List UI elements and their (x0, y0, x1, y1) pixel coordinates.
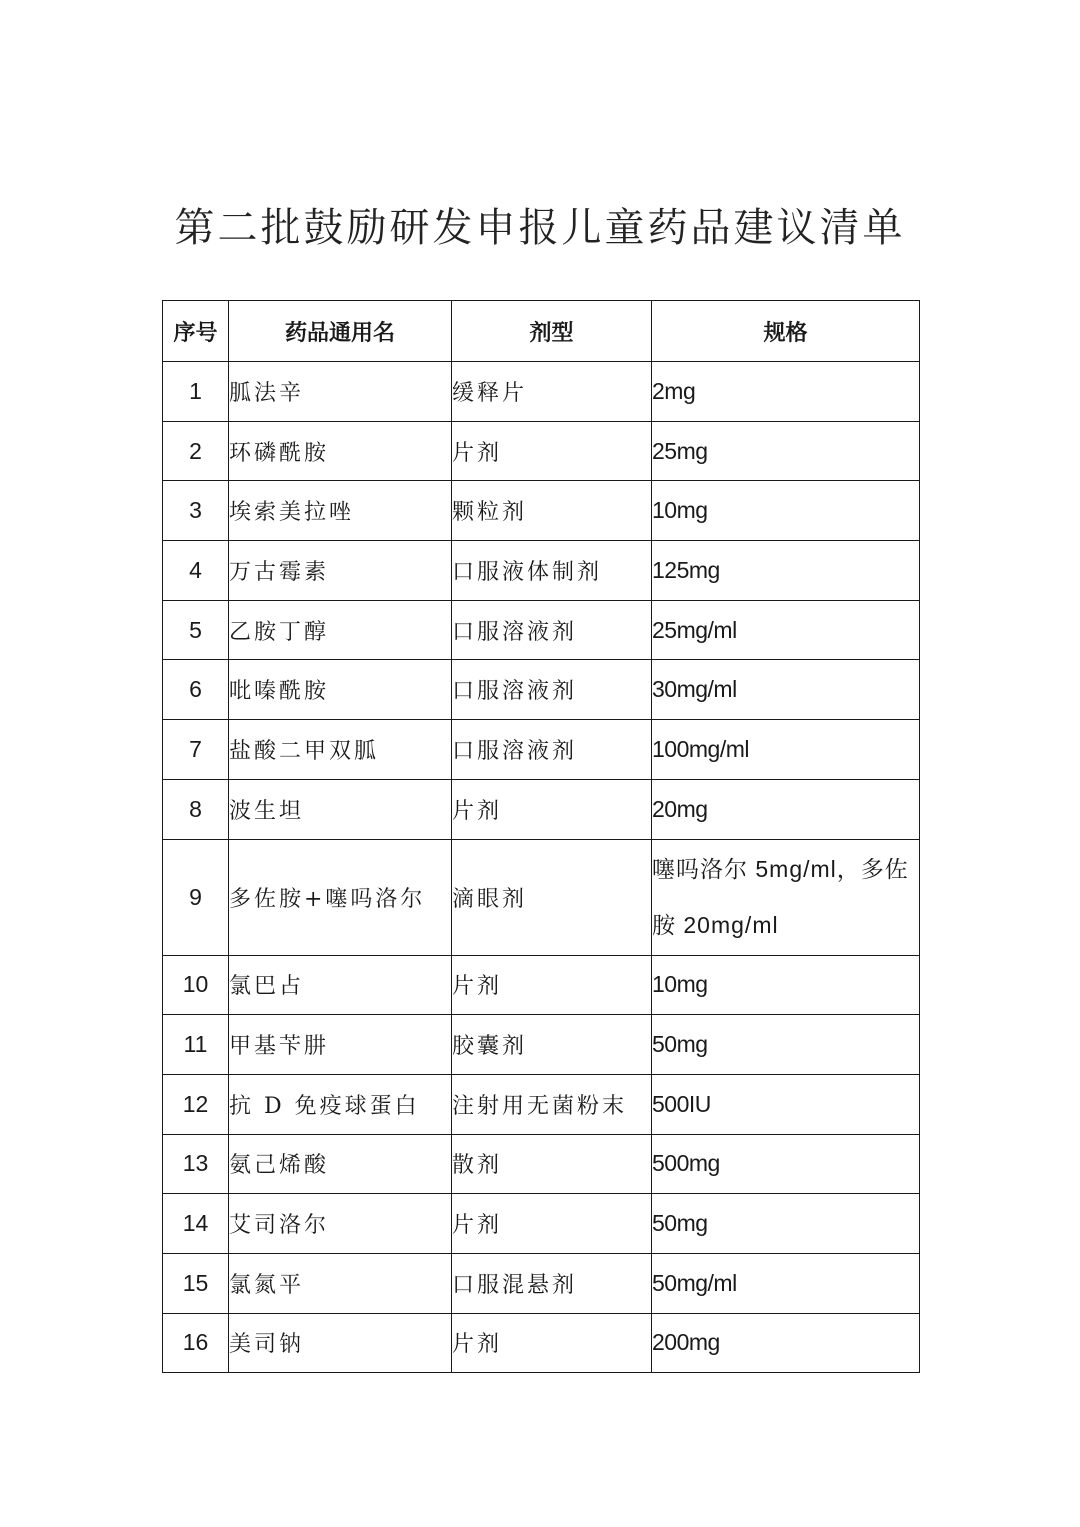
cell-serial-number: 10 (163, 955, 229, 1015)
cell-drug-name: 乙胺丁醇 (229, 600, 452, 660)
cell-serial-number: 13 (163, 1134, 229, 1194)
cell-specification: 500mg (652, 1134, 920, 1194)
table-row (163, 481, 920, 541)
cell-specification: 2mg (652, 362, 920, 422)
cell-specification: 50mg (652, 1015, 920, 1075)
cell-dosage-form: 片剂 (452, 421, 652, 481)
cell-serial-number: 14 (163, 1194, 229, 1254)
table-header-row (163, 301, 920, 362)
cell-drug-name: 埃索美拉唑 (229, 481, 452, 541)
cell-serial-number: 6 (163, 660, 229, 720)
table-row (163, 362, 920, 422)
cell-dosage-form: 口服溶液剂 (452, 600, 652, 660)
cell-specification: 10mg (652, 481, 920, 541)
header-drug-name: 药品通用名 (229, 301, 452, 362)
cell-dosage-form: 口服溶液剂 (452, 720, 652, 780)
cell-serial-number: 11 (163, 1015, 229, 1075)
header-dosage-form: 剂型 (452, 301, 652, 362)
table-row (163, 1074, 920, 1134)
cell-specification: 25mg (652, 421, 920, 481)
cell-specification: 25mg/ml (652, 600, 920, 660)
table-row (163, 421, 920, 481)
cell-specification: 50mg (652, 1194, 920, 1254)
cell-specification: 10mg (652, 955, 920, 1015)
page-title: 第二批鼓励研发申报儿童药品建议清单 (174, 205, 906, 251)
cell-dosage-form: 颗粒剂 (452, 481, 652, 541)
cell-dosage-form: 片剂 (452, 1313, 652, 1373)
cell-dosage-form: 口服混悬剂 (452, 1253, 652, 1313)
cell-drug-name: 万古霉素 (229, 541, 452, 601)
cell-specification: 100mg/ml (652, 720, 920, 780)
cell-specification: 125mg (652, 541, 920, 601)
cell-dosage-form: 胶囊剂 (452, 1015, 652, 1075)
cell-dosage-form: 滴眼剂 (452, 839, 652, 955)
cell-serial-number: 5 (163, 600, 229, 660)
cell-drug-name: 甲基苄肼 (229, 1015, 452, 1075)
cell-serial-number: 16 (163, 1313, 229, 1373)
table-row (163, 955, 920, 1015)
cell-serial-number: 2 (163, 421, 229, 481)
cell-dosage-form: 口服溶液剂 (452, 660, 652, 720)
cell-serial-number: 4 (163, 541, 229, 601)
cell-drug-name: 美司钠 (229, 1313, 452, 1373)
cell-drug-name: 抗 D 免疫球蛋白 (229, 1074, 452, 1134)
table-row (163, 660, 920, 720)
cell-specification: 200mg (652, 1313, 920, 1373)
cell-drug-name: 艾司洛尔 (229, 1194, 452, 1254)
cell-serial-number: 1 (163, 362, 229, 422)
cell-dosage-form: 片剂 (452, 955, 652, 1015)
cell-specification: 500IU (652, 1074, 920, 1134)
table-row (163, 1134, 920, 1194)
cell-drug-name: 吡嗪酰胺 (229, 660, 452, 720)
table-row (163, 1313, 920, 1373)
cell-serial-number: 7 (163, 720, 229, 780)
cell-serial-number: 8 (163, 779, 229, 839)
cell-specification: 噻吗洛尔 5mg/ml，多佐胺 20mg/ml (652, 839, 920, 955)
table-row (163, 1253, 920, 1313)
header-specification: 规格 (652, 301, 920, 362)
cell-specification: 50mg/ml (652, 1253, 920, 1313)
cell-drug-name: 氯氮平 (229, 1253, 452, 1313)
cell-drug-name: 胍法辛 (229, 362, 452, 422)
table-row (163, 541, 920, 601)
cell-dosage-form: 散剂 (452, 1134, 652, 1194)
cell-serial-number: 9 (163, 839, 229, 955)
table-row (163, 779, 920, 839)
cell-serial-number: 3 (163, 481, 229, 541)
cell-dosage-form: 口服液体制剂 (452, 541, 652, 601)
table-row (163, 1015, 920, 1075)
table-row (163, 839, 920, 955)
cell-serial-number: 15 (163, 1253, 229, 1313)
table-row (163, 1194, 920, 1254)
table-row (163, 720, 920, 780)
cell-serial-number: 12 (163, 1074, 229, 1134)
drug-list-table (162, 300, 920, 1373)
cell-dosage-form: 缓释片 (452, 362, 652, 422)
cell-drug-name: 氨己烯酸 (229, 1134, 452, 1194)
header-serial-number: 序号 (163, 301, 229, 362)
cell-drug-name: 盐酸二甲双胍 (229, 720, 452, 780)
cell-specification: 20mg (652, 779, 920, 839)
cell-drug-name: 氯巴占 (229, 955, 452, 1015)
cell-dosage-form: 片剂 (452, 1194, 652, 1254)
cell-drug-name: 多佐胺+噻吗洛尔 (229, 839, 452, 955)
cell-drug-name: 环磷酰胺 (229, 421, 452, 481)
cell-dosage-form: 注射用无菌粉末 (452, 1074, 652, 1134)
cell-dosage-form: 片剂 (452, 779, 652, 839)
cell-drug-name: 波生坦 (229, 779, 452, 839)
table-row (163, 600, 920, 660)
cell-specification: 30mg/ml (652, 660, 920, 720)
